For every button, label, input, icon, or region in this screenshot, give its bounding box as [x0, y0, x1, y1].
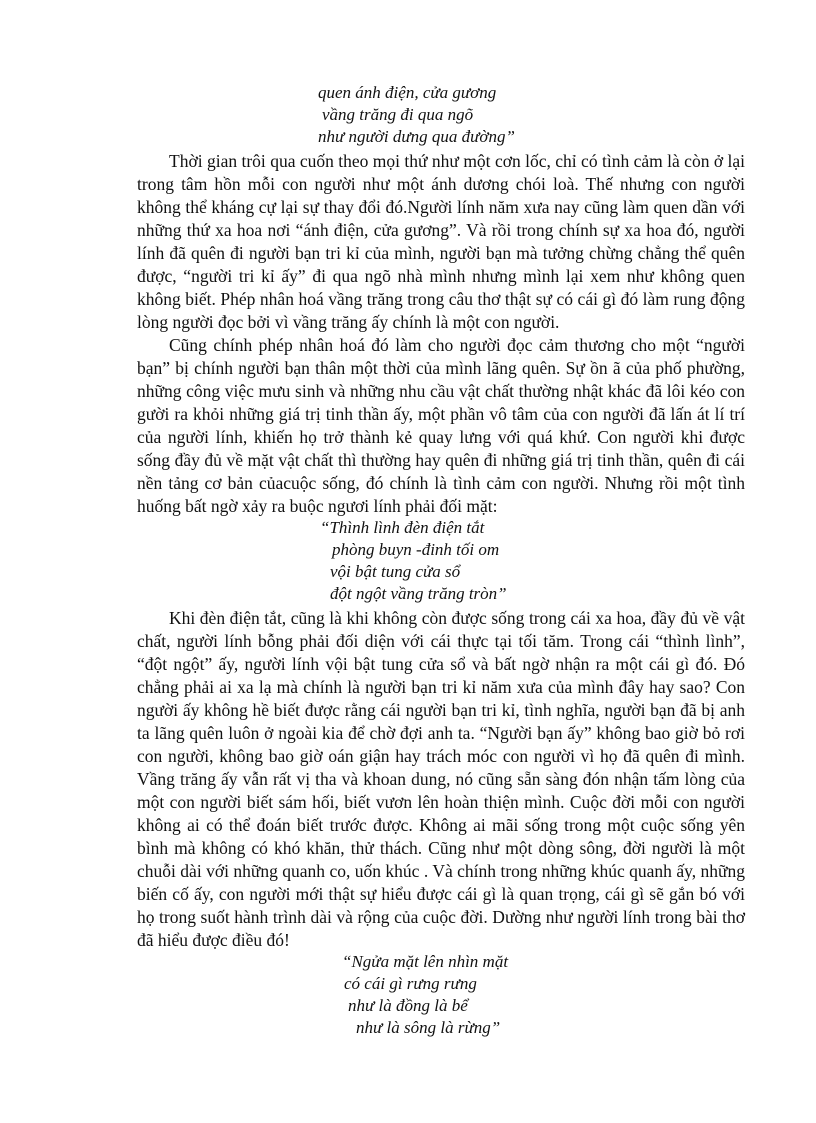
poem-stanza-1: [318, 82, 515, 148]
prose-section-2: [137, 607, 745, 952]
poem-line: có cái gì rưng rưng: [344, 974, 477, 993]
poem-stanza-2: [320, 517, 507, 605]
poem-line: vội bật tung cửa sổ: [330, 562, 461, 581]
paragraph: Thời gian trôi qua cuốn theo mọi thứ như một cơn lốc, chỉ có tình cảm là còn ở lại trong tâm hồn mỗi con người như một ánh dương chói loà. Thế nhưng con người không thể kháng cự lại sự thay đổi đó.Người lính năm xưa nay cũng làm quen dần với những thứ xa hoa nơi “ánh điện, cửa gương”. Và rồi trong chính sự xa hoa đó, người lính đã quên đi người bạn tri kỉ của mình, người bạn mà tưởng chừng chẳng thể quên được, “người tri kỉ ấy” đi qua ngõ nhà mình nhưng mình lại xem như không quen không biết. Phép nhân hoá vầng trăng trong câu thơ thật sự có cái gì đó làm rung động lòng người đọc bởi vì vầng trăng ấy chính là một con người.: [137, 151, 745, 332]
poem-line: “Ngửa mặt lên nhìn mặt: [342, 952, 509, 971]
poem-line: như là sông là rừng”: [356, 1018, 501, 1037]
paragraph: Cũng chính phép nhân hoá đó làm cho người đọc cảm thương cho một “người bạn” bị chính người bạn thân một thời của mình lãng quên. Sự ồn ã của phố phường, những công việc mưu sinh và những nhu cầu vật chất thường nhật khác đã lôi kéo con gười ra khỏi những giá trị tinh thần ấy, một phần vô tâm của con người đã lấn át lí trí của người lính, khiến họ trở thành kẻ quay lưng với quá khứ. Con người khi được sống đầy đủ về mặt vật chất thì thường hay quên đi những giá trị tinh thần, quên đi cái nền tảng cơ bản củacuộc sống, đó chính là tình cảm con người. Nhưng rồi một tình huống bất ngờ xảy ra buộc ngươi lính phải đối mặt:: [137, 335, 745, 516]
poem-line: như là đồng là bể: [348, 996, 468, 1015]
poem-line: phòng buyn -đinh tối om: [332, 540, 500, 559]
poem-line: đột ngột vầng trăng tròn”: [330, 584, 507, 603]
poem-line: vầng trăng đi qua ngõ: [322, 105, 474, 124]
paragraph: Khi đèn điện tắt, cũng là khi không còn được sống trong cái xa hoa, đầy đủ về vật chất, người lính bỗng phải đối diện với cái thực tại tối tăm. Trong cái “thình lình”, “đột ngột” ấy, người lính vội bật tung cửa sổ và bất ngờ nhận ra một cái gì đó. Đó chẳng phải ai xa lạ mà chính là người bạn tri kỉ năm xưa của mình đây hay sao? Con người ấy không hề biết được rằng cái người bạn tri kỉ, tình nghĩa, người bạn đã bị anh ta lãng quên luôn ở ngoài kia để chờ đợi anh ta. “Người bạn ấy” không bao giờ bỏ rơi con người, không bao giờ oán giận hay trách móc con người vì họ đã quên đi mình. Vầng trăng ấy vẫn rất vị tha và khoan dung, nó cũng sẵn sàng đón nhận tấm lòng của một con người biết sám hối, biết vươn lên hoàn thiện mình. Cuộc đời mỗi con người không ai có thể đoán biết trước được. Không ai mãi sống trong một cuộc sống yên bình mà không có khó khăn, thử thách. Cũng như một dòng sông, đời người là một chuỗi dài với những quanh co, uốn khúc . Và chính trong những khúc quanh ấy, những biến cố ấy, con người mới thật sự hiểu được cái gì là quan trọng, cái gì sẽ gắn bó với họ trong suốt hành trình dài và rộng của cuộc đời. Dường như người lính trong bài thơ đã hiểu được điều đó!: [137, 608, 745, 950]
poem-line: “Thình lình đèn điện tắt: [320, 518, 485, 537]
poem-line: quen ánh điện, cửa gương: [318, 83, 497, 102]
prose-section-1: [137, 150, 745, 518]
poem-line: như người dưng qua đường”: [318, 127, 515, 146]
poem-stanza-3: [342, 951, 508, 1039]
